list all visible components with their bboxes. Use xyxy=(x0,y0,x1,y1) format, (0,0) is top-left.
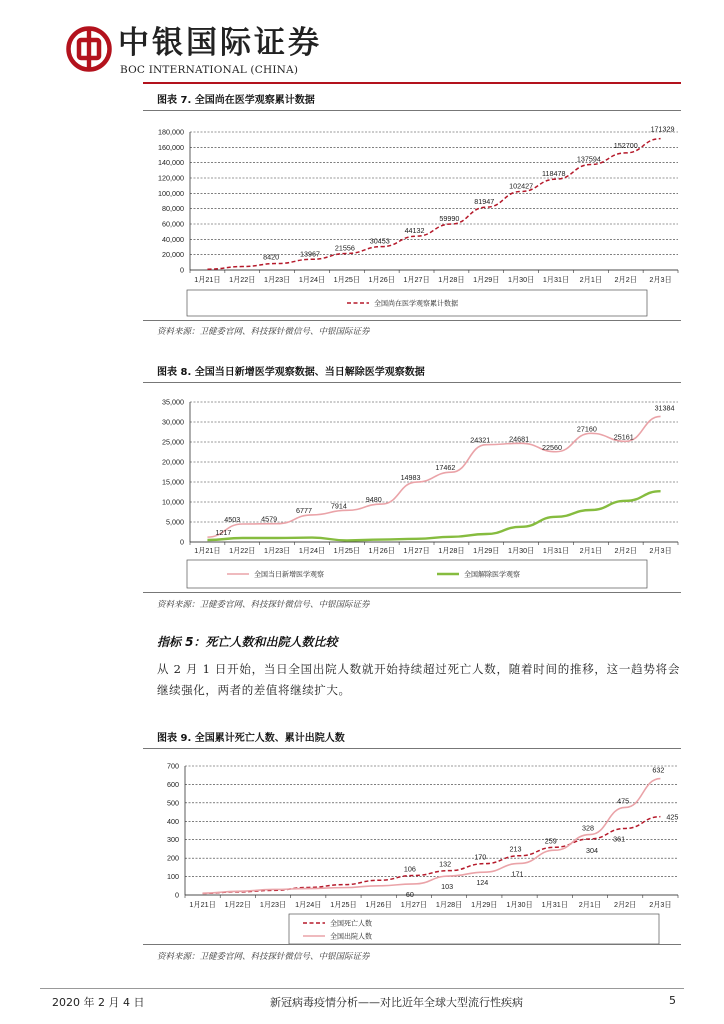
x-tick-label: 1月24日 xyxy=(298,546,326,555)
data-label: 4579 xyxy=(261,514,278,524)
page-number: 5 xyxy=(669,994,676,1007)
data-label: 102427 xyxy=(509,181,534,191)
x-tick-label: 1月28日 xyxy=(438,275,465,284)
figure-9-source: 资料来源：卫健委官网、科技探针微信号、中银国际证券 xyxy=(157,952,370,962)
data-label: 304 xyxy=(585,845,598,855)
x-tick-label: 1月27日 xyxy=(400,900,428,909)
data-label: 6777 xyxy=(296,505,312,515)
y-tick-label: 15,000 xyxy=(162,477,184,487)
x-tick-label: 1月23日 xyxy=(263,275,291,284)
data-label: 328 xyxy=(581,823,594,833)
y-tick-label: 10,000 xyxy=(162,497,184,507)
figure-7-chart xyxy=(143,118,681,328)
y-tick-label: 100 xyxy=(167,872,179,882)
x-tick-label: 2月3日 xyxy=(649,546,672,555)
x-tick-label: 1月24日 xyxy=(295,900,322,909)
data-label: 9480 xyxy=(365,495,382,505)
data-label: 30453 xyxy=(369,236,390,246)
legend-label: 全国当日新增医学观察 xyxy=(254,571,324,579)
data-label: 1217 xyxy=(215,528,232,538)
header-divider xyxy=(143,82,681,84)
x-tick-label: 2月1日 xyxy=(579,275,603,284)
x-tick-label: 1月30日 xyxy=(507,275,535,284)
x-tick-label: 1月22日 xyxy=(229,546,256,555)
x-tick-label: 1月25日 xyxy=(333,546,361,555)
data-label: 17462 xyxy=(435,463,456,473)
logo-chinese-name: 中银国际证券 xyxy=(118,25,322,61)
x-tick-label: 1月21日 xyxy=(194,546,221,555)
data-label: 171329 xyxy=(650,124,675,134)
x-tick-label: 2月2日 xyxy=(614,275,637,284)
y-tick-label: 80,000 xyxy=(162,204,184,214)
y-tick-label: 20,000 xyxy=(162,457,184,467)
x-tick-label: 2月1日 xyxy=(578,900,602,909)
figure-8-title: 图表 8. 全国当日新增医学观察数据、当日解除医学观察数据 xyxy=(157,367,425,378)
data-label: 124 xyxy=(476,878,489,888)
y-tick-label: 140,000 xyxy=(158,158,184,168)
footer-report-title: 新冠病毒疫情分析——对比近年全球大型流行性疾病 xyxy=(270,996,523,1009)
y-tick-label: 700 xyxy=(167,761,179,771)
boc-logo-icon xyxy=(66,26,112,72)
x-tick-label: 1月23日 xyxy=(263,546,291,555)
figure-9-chart xyxy=(143,754,681,946)
data-label: 22560 xyxy=(542,442,562,452)
figure-8-top-rule xyxy=(143,382,681,383)
section-paragraph: 从 2 月 1 日开始，当日全国出院人数就开始持续超过死亡人数，随着时间的推移，这一趋势将会继续强化，两者的差值将继续扩大。 xyxy=(157,662,680,697)
x-tick-label: 1月26日 xyxy=(365,900,392,909)
series-line-2 xyxy=(203,779,661,894)
figure-7-top-rule xyxy=(143,110,681,111)
footer-divider xyxy=(40,988,684,989)
x-tick-label: 2月3日 xyxy=(649,275,672,284)
data-label: 259 xyxy=(544,836,557,846)
data-label: 21556 xyxy=(334,243,355,253)
y-tick-label: 0 xyxy=(180,265,184,275)
y-tick-label: 35,000 xyxy=(162,397,184,407)
data-label: 24321 xyxy=(470,435,491,445)
figure-7-source: 资料来源：卫健委官网、科技探针微信号、中银国际证券 xyxy=(157,327,370,337)
data-label: 475 xyxy=(617,796,630,806)
data-label: 170 xyxy=(474,852,487,862)
x-tick-label: 1月29日 xyxy=(473,546,500,555)
y-tick-label: 160,000 xyxy=(158,142,184,152)
y-tick-label: 400 xyxy=(167,816,179,826)
data-label: 27160 xyxy=(576,424,597,434)
data-label: 137594 xyxy=(576,154,601,164)
data-label: 60 xyxy=(405,889,414,899)
data-label: 213 xyxy=(509,844,522,854)
x-tick-label: 1月31日 xyxy=(541,900,568,909)
data-label: 7914 xyxy=(330,501,347,511)
x-tick-label: 2月2日 xyxy=(614,546,637,555)
x-tick-label: 1月22日 xyxy=(224,900,252,909)
x-tick-label: 1月21日 xyxy=(194,275,221,284)
x-tick-label: 1月26日 xyxy=(368,275,395,284)
footer-date: 2020 年 2 月 4 日 xyxy=(52,996,145,1009)
data-label: 106 xyxy=(403,864,416,874)
x-tick-label: 1月31日 xyxy=(542,546,570,555)
y-tick-label: 180,000 xyxy=(158,127,184,137)
data-label: 59990 xyxy=(439,214,460,224)
figure-9-bottom-rule xyxy=(143,944,681,945)
data-label: 361 xyxy=(613,834,626,844)
x-tick-label: 1月25日 xyxy=(333,275,361,284)
figure-9-title: 图表 9. 全国累计死亡人数、累计出院人数 xyxy=(157,733,345,744)
data-label: 171 xyxy=(511,869,524,879)
y-tick-label: 200 xyxy=(167,853,179,863)
legend-label: 全国出院人数 xyxy=(330,933,372,941)
x-tick-label: 1月22日 xyxy=(229,275,256,284)
y-tick-label: 300 xyxy=(167,835,179,845)
legend-label: 全国死亡人数 xyxy=(330,920,372,928)
x-tick-label: 1月29日 xyxy=(471,900,498,909)
data-label: 25161 xyxy=(613,432,634,442)
x-tick-label: 1月28日 xyxy=(435,900,463,909)
figure-7-title: 图表 7. 全国尚在医学观察累计数据 xyxy=(157,95,315,106)
x-tick-label: 1月21日 xyxy=(189,900,216,909)
x-tick-label: 1月24日 xyxy=(298,275,326,284)
data-label: 13967 xyxy=(300,249,320,259)
x-tick-label: 1月28日 xyxy=(438,546,465,555)
logo-english-name: BOC INTERNATIONAL (CHINA) xyxy=(120,64,299,76)
figure-8-chart xyxy=(143,390,681,595)
y-tick-label: 40,000 xyxy=(162,234,184,244)
y-tick-label: 600 xyxy=(167,779,179,789)
x-tick-label: 1月23日 xyxy=(259,900,287,909)
x-tick-label: 1月30日 xyxy=(507,546,535,555)
x-tick-label: 1月30日 xyxy=(506,900,533,909)
y-tick-label: 100,000 xyxy=(158,188,184,198)
y-tick-label: 120,000 xyxy=(158,173,184,183)
figure-8-source: 资料来源：卫健委官网、科技探针微信号、中银国际证券 xyxy=(157,600,370,610)
data-label: 103 xyxy=(441,882,454,892)
y-tick-label: 0 xyxy=(175,890,179,900)
x-tick-label: 2月3日 xyxy=(649,900,672,909)
y-tick-label: 60,000 xyxy=(162,219,184,229)
y-tick-label: 30,000 xyxy=(162,417,184,427)
data-label: 24681 xyxy=(509,434,530,444)
x-tick-label: 1月25日 xyxy=(330,900,357,909)
data-label: 14983 xyxy=(400,473,421,483)
x-tick-label: 1月31日 xyxy=(542,275,570,284)
data-label: 425 xyxy=(666,812,679,822)
y-tick-label: 0 xyxy=(180,537,184,547)
data-label: 81947 xyxy=(474,197,495,207)
data-label: 4503 xyxy=(224,514,241,524)
data-label: 152700 xyxy=(613,140,638,150)
data-label: 132 xyxy=(439,859,452,869)
data-label: 44132 xyxy=(404,226,425,236)
x-tick-label: 1月27日 xyxy=(403,546,430,555)
y-tick-label: 20,000 xyxy=(162,250,184,260)
figure-7-bottom-rule xyxy=(143,320,681,321)
figure-8-bottom-rule xyxy=(143,592,681,593)
data-label: 118478 xyxy=(542,169,566,179)
data-label: 632 xyxy=(652,765,665,775)
x-tick-label: 1月26日 xyxy=(368,546,395,555)
x-tick-label: 1月29日 xyxy=(473,275,500,284)
y-tick-label: 5,000 xyxy=(166,517,184,527)
x-tick-label: 2月1日 xyxy=(579,546,603,555)
y-tick-label: 25,000 xyxy=(162,437,184,447)
data-label: 8420 xyxy=(263,252,280,262)
x-tick-label: 2月2日 xyxy=(613,900,637,909)
data-label: 31384 xyxy=(654,403,675,413)
section-title: 指标 5：死亡人数和出院人数比较 xyxy=(157,635,338,649)
legend-label: 全国解除医学观察 xyxy=(464,571,520,579)
figure-9-top-rule xyxy=(143,748,681,749)
y-tick-label: 500 xyxy=(167,798,179,808)
legend-label: 全国尚在医学观察累计数据 xyxy=(374,300,458,308)
x-tick-label: 1月27日 xyxy=(403,275,430,284)
